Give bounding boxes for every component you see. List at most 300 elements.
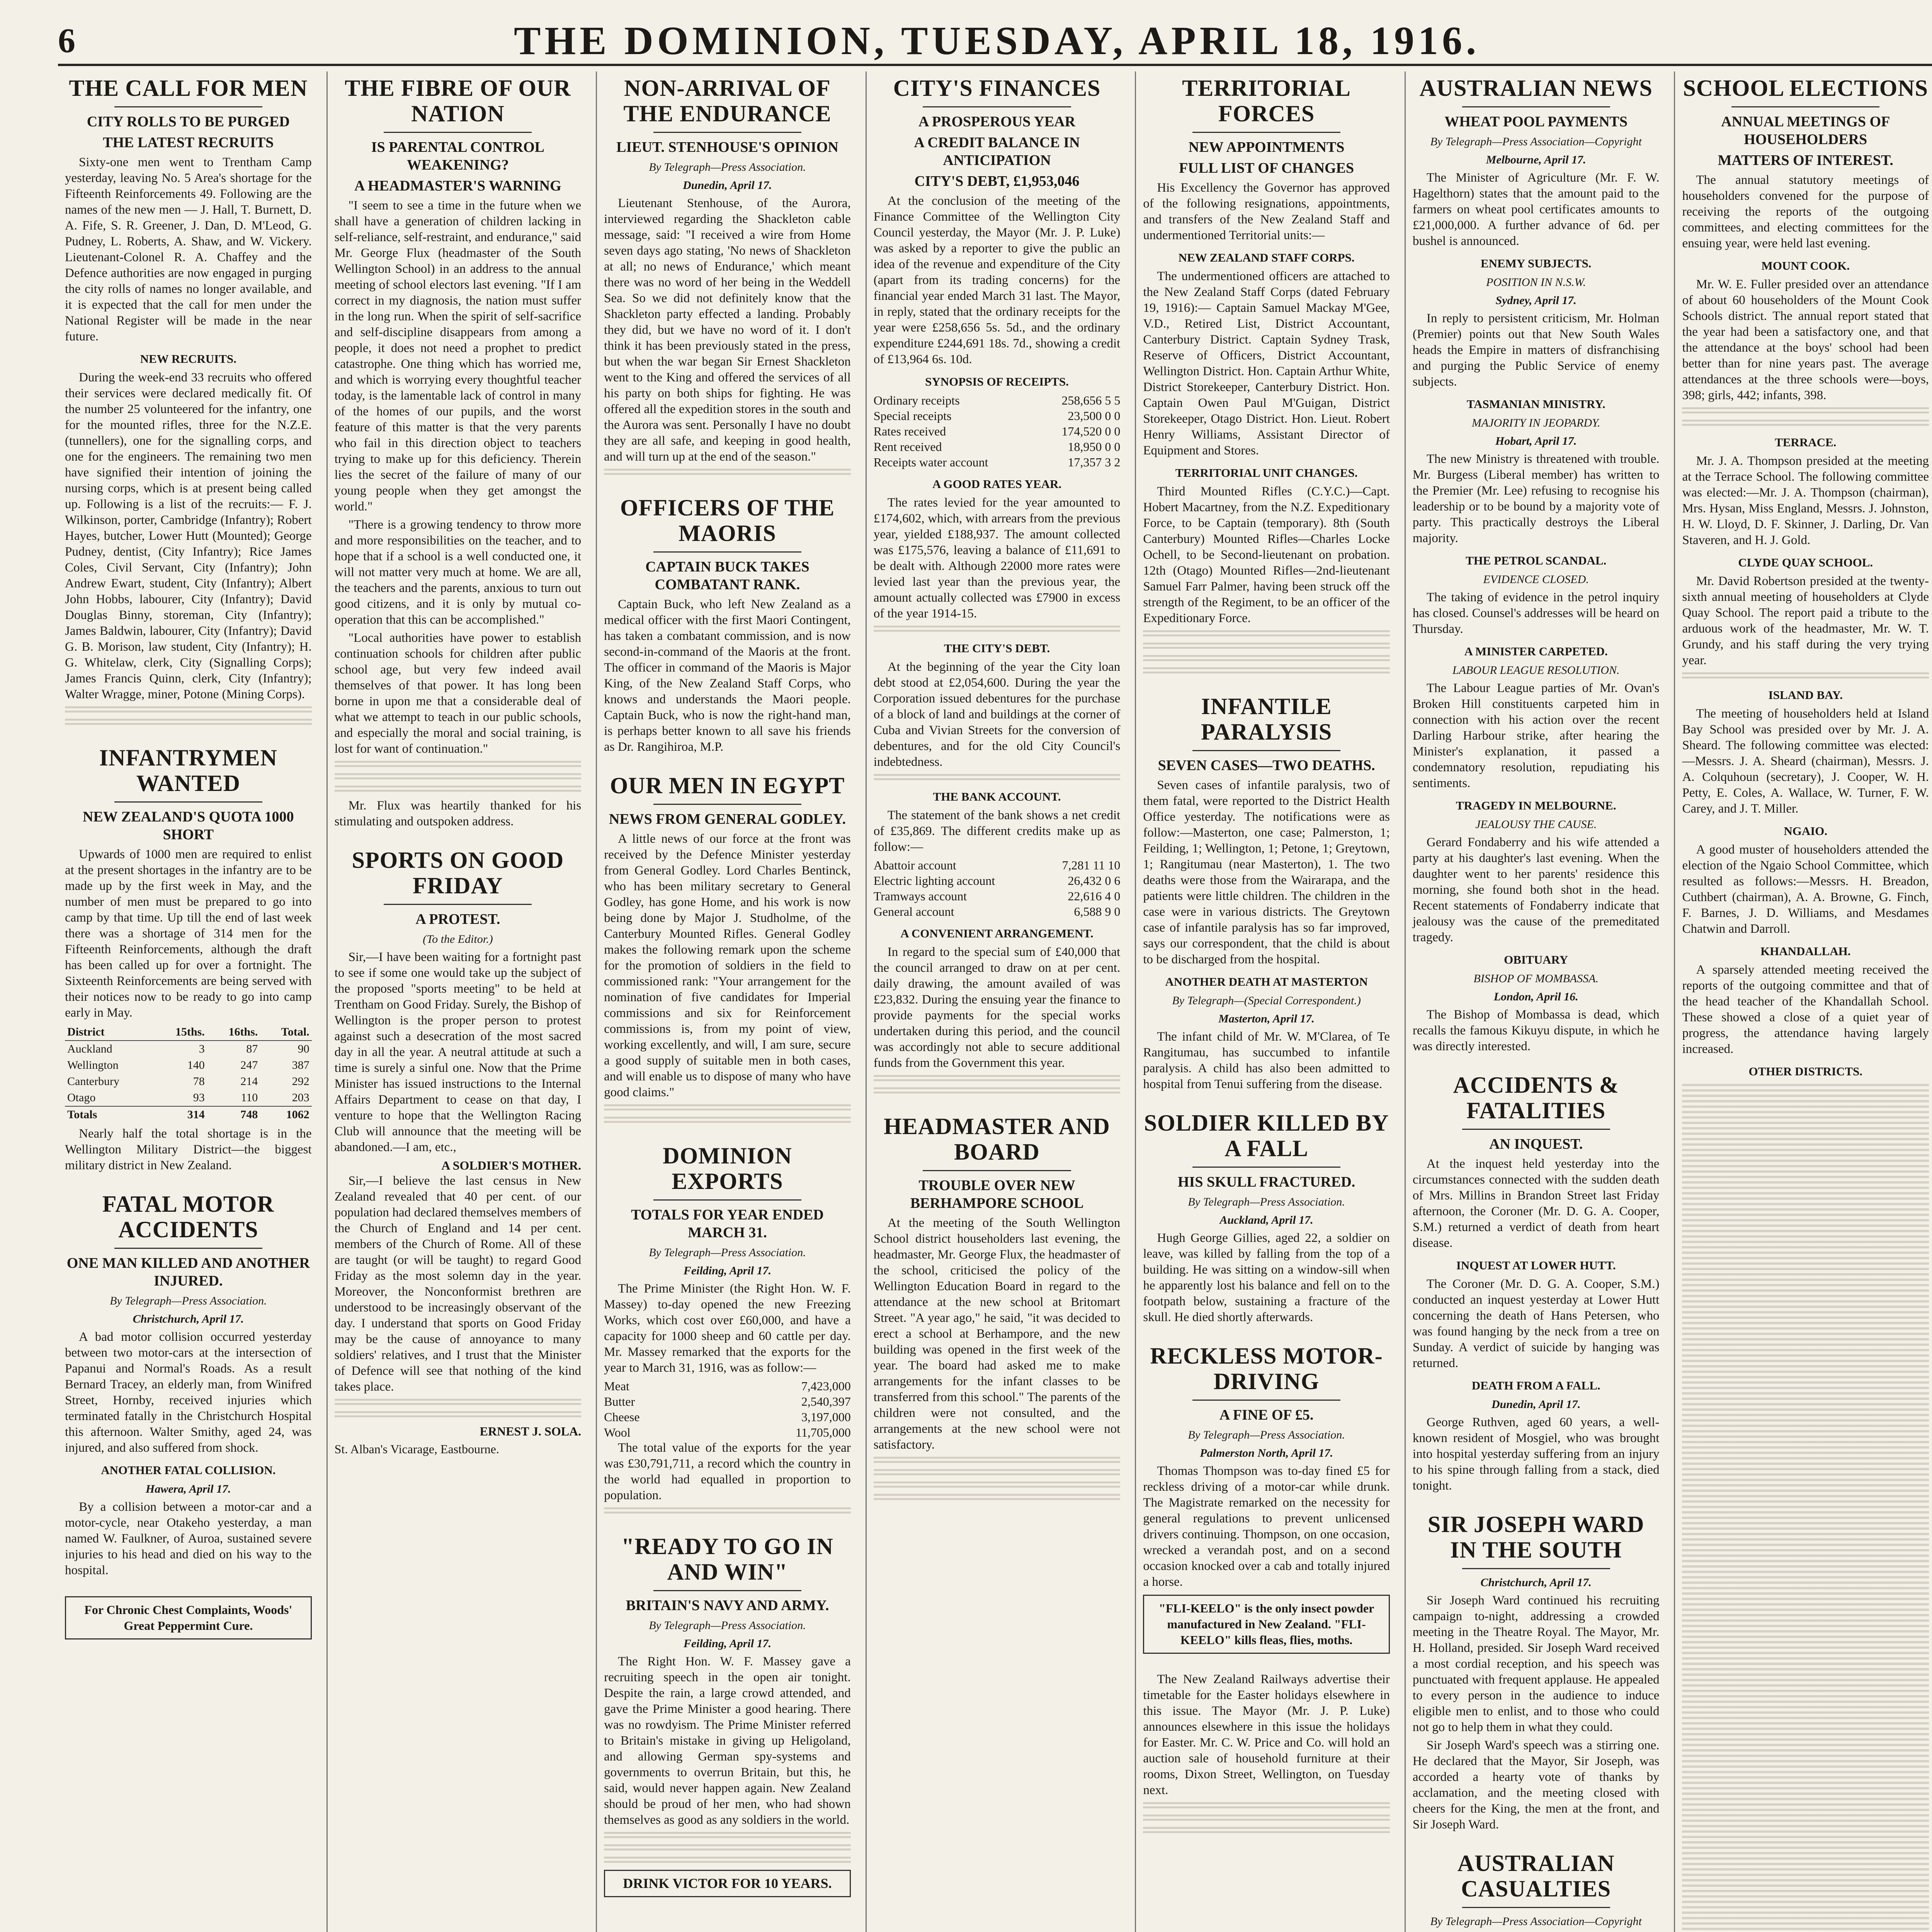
byline: By Telegraph—Press Association—Copyright	[1430, 1915, 1642, 1928]
receipt-item	[874, 454, 1121, 470]
paragraph: A little news of our force at the front was received by the Defence Minister yesterday from General Godley. Lord Charles Bentinck, who has been military secretary to General Godley, has gone Home, and his work is now being done by Major J. Studholme, of the Canterbury Mounted Rifles. General Godley makes the following remark upon the scheme for the promotion of soldiers in the field to commissioned rank: "Your arrangement for the nomination of five candidates for Imperial commissions and six for Reinforcement commissions is, from my point of view, working excellently, and will, I am sure, secure a good supply of suitable men in both cases, and will enable us to dispose of many who have good claims."	[604, 832, 851, 1099]
text-filler	[65, 706, 312, 715]
sub-caption: JEALOUSY THE CAUSE.	[1475, 818, 1597, 831]
receipt-item	[874, 408, 1121, 423]
dateline: Sydney, April 17.	[1495, 294, 1577, 307]
table-row	[65, 1041, 312, 1057]
text-filler	[874, 774, 1121, 782]
headline: AUSTRALIAN CASUALTIES	[1457, 1850, 1615, 1901]
byline: By Telegraph—Press Association.	[110, 1294, 267, 1307]
table-cell: 292	[292, 1075, 310, 1088]
subheading: BRITAIN'S NAVY AND ARMY.	[626, 1597, 829, 1614]
paragraph: Mr. W. E. Fuller presided over an attendance of about 60 householders of the Mount Cook Schools district. The annual report stated that the year had been a satisfactory one, and that the attendance at the boys' school had been better than for nine years past. The average attendances at the three schools were—boys, 398; girls, 442; infants, 398.	[1682, 277, 1929, 402]
editor-salutation: (To the Editor.)	[423, 933, 493, 946]
page-number: 6	[58, 21, 75, 60]
receipt-name: Special receipts	[873, 409, 952, 423]
paragraph: The annual statutory meetings of householders convened for the purpose of receiving the reports of the outgoing committees, and electing committees for the ensuing year, were held last evening.	[1682, 173, 1929, 250]
paragraph: The Bishop of Mombassa is dead, which recalls the famous Kikuyu dispute, in which he was directly interested.	[1412, 1008, 1660, 1053]
bank-value: 6,588 9 0	[1074, 905, 1121, 918]
export-item	[604, 1378, 851, 1394]
dateline: Hawera, April 17.	[146, 1483, 231, 1495]
rule	[653, 804, 801, 805]
byline: By Telegraph—Press Association.	[649, 1619, 806, 1632]
text-filler	[604, 469, 851, 477]
text-filler	[65, 719, 312, 727]
paragraph: "There is a growing tendency to throw more and more responsibilities on the teacher, and to hope that if a school is a well conducted one, it will not matter very much at home. We are all, the teachers and the parents, anxious to turn out good citizens, and it is only by mutual co-operation that this can be accomplished."	[334, 518, 582, 627]
dateline: Dunedin, April 17.	[1491, 1398, 1581, 1411]
sub-caption: EVIDENCE CLOSED.	[1483, 573, 1589, 586]
paragraph: "Local authorities have power to establish continuation schools for children after public school age, but very few indeed avail themselves of that power. It has long been borne in upon me that a considerable deal of what we attempt to teach in our public schools, and especially the moral and social training, is lost for want of continuation."	[334, 631, 582, 756]
subheading: MATTERS OF INTEREST.	[1718, 152, 1893, 168]
dateline: Masterton, April 17.	[1218, 1012, 1315, 1025]
minor-heading: TRAGEDY IN MELBOURNE.	[1456, 799, 1616, 812]
paragraph: The Prime Minister (the Right Hon. W. F. Massey) to-day opened the new Freezing Works, which cost over £60,000, and have a capacity for 1000 sheep and 60 cattle per day. Mr. Massey remarked that the exports for the year to March 31, 1916, was as follow:—	[604, 1282, 851, 1375]
minor-heading: ENEMY SUBJECTS.	[1480, 257, 1592, 270]
rule	[1462, 106, 1610, 107]
subheading: AN INQUEST.	[1489, 1136, 1583, 1152]
table-cell: 90	[298, 1043, 310, 1055]
column-2	[327, 71, 588, 1932]
story-men-in-egypt	[604, 773, 851, 1125]
rule	[1192, 132, 1340, 133]
dateline: Feilding, April 17.	[683, 1637, 772, 1650]
minor-heading: ANOTHER DEATH AT MASTERTON	[1165, 975, 1368, 988]
table-total-row	[65, 1106, 312, 1123]
text-filler	[874, 1075, 1121, 1083]
paragraph: In regard to the special sum of £40,000 that the council arranged to draw on at per cent. daily drawing, the amount availed of was £23,832. During the ensuing year the finance to provide payments for the special works undertaken during this period, and the council was accordingly not able to secure additional funds from the Government this year.	[873, 945, 1121, 1070]
paragraph: At the inquest held yesterday into the circumstances connected with the sudden death of Mrs. Millins in Brandon Street last Friday afternoon, the Coroner (Mr. D. G. A. Cooper, S.M.) returned a verdict of death from heart disease.	[1412, 1157, 1660, 1250]
table-cell: 387	[292, 1059, 310, 1071]
text-filler	[874, 1457, 1121, 1465]
paragraph: Gerard Fondaberry and his wife attended a party at his daughter's last evening. When the daughter went to her parents' residence this morning, she found both shot in the head. Recent statements of Fondaberry indicate that jealousy was the cause of the premeditated tragedy.	[1412, 835, 1660, 944]
paragraph: Thomas Thompson was to-day fined £5 for reckless driving of a motor-car while drunk. The Magistrate remarked on the necessity for general regulations to prevent unlicensed drivers continuing. Thompson, on one occasion, wrecked a verandah post, and on a second occasion knocked over a cab and totally injured a horse.	[1143, 1464, 1390, 1589]
text-filler	[1143, 1815, 1390, 1823]
minor-heading: KHANDALLAH.	[1760, 944, 1851, 958]
story-territorial-forces	[1143, 75, 1390, 676]
receipt-value: 18,950 0 0	[1068, 440, 1121, 454]
headline: SCHOOL ELECTIONS	[1683, 75, 1929, 101]
byline: By Telegraph—(Special Correspondent.)	[1172, 994, 1361, 1007]
export-item-name: Butter	[604, 1395, 635, 1408]
paragraph: The undermentioned officers are attached to the New Zealand Staff Corps (dated February 19, 1916):— Captain Samuel Mackay M'Gee, V.D., Retired List, District Accountant, Canterbury District. Captain Sydney Trask, Reserve of Officers, District Accountant, Wellington District. Hon. Captain Arthur White, District Storekeeper, Canterbury District. Hon. Captain Owen Paul M'Guigan, District Storekeeper, Otago District. Hon. Lieut. Robert Henry Williams, Assistant Director of Equipment and Stores.	[1143, 269, 1390, 457]
minor-heading: OTHER DISTRICTS.	[1748, 1065, 1863, 1078]
receipt-name: Receipts water account	[873, 455, 988, 469]
bank-item	[874, 904, 1121, 919]
receipt-value: 174,520 0 0	[1061, 424, 1121, 438]
table-cell: 93	[193, 1091, 205, 1104]
paragraph: By a collision between a motor-car and a motor-cycle, near Otakeho yesterday, a man named W. Faulkner, of Auroa, sustained severe injuries to his head and died on his way to the hospital.	[65, 1500, 312, 1577]
table-row	[65, 1073, 312, 1090]
text-filler	[1143, 643, 1390, 651]
minor-heading: CLYDE QUAY SCHOOL.	[1738, 556, 1873, 569]
paragraph: Nearly half the total shortage is in the Wellington Military District—the biggest military district in New Zealand.	[65, 1127, 312, 1172]
minor-heading: THE CITY'S DEBT.	[944, 641, 1050, 655]
rule	[923, 1170, 1071, 1171]
paragraph: Hugh George Gillies, aged 22, a soldier on leave, was killed by falling from the top of a building. He was sitting on a window-sill when he apparently lost his balance and fell on to the footpath below, sustaining a fracture of the skull. He died shortly afterwards.	[1143, 1231, 1390, 1324]
headline: TERRITORIAL FORCES	[1182, 75, 1351, 126]
table-header-cell: 16ths.	[207, 1024, 260, 1041]
bank-name: Electric lighting account	[873, 874, 995, 888]
subheading: A CREDIT BALANCE IN ANTICIPATION	[914, 134, 1080, 168]
headline: RECKLESS MOTOR-DRIVING	[1150, 1343, 1383, 1394]
minor-heading: ANOTHER FATAL COLLISION.	[101, 1463, 276, 1477]
text-filler	[335, 773, 582, 782]
paragraph: The Minister of Agriculture (Mr. F. W. Hagelthorn) states that the amount paid to the farmers on wheat pool certificates amounts to £21,000,000. A further advance of 6d. per bushel is announced.	[1412, 171, 1660, 248]
export-item-value: 7,423,000	[801, 1379, 851, 1393]
minor-heading: DEATH FROM A FALL.	[1471, 1379, 1600, 1392]
paragraph: The Labour League parties of Mr. Ovan's Broken Hill constituents carpeted him in connection with his action over the recent Darling Harbour strike, after hearing the Minister's explanation, it passed a condemnatory resolution, repudiating his sentiments.	[1412, 681, 1660, 790]
rule	[384, 132, 532, 133]
sub-caption: LABOUR LEAGUE RESOLUTION.	[1452, 664, 1620, 677]
story-sir-joseph-ward	[1413, 1512, 1660, 1833]
story-reckless-driving	[1143, 1343, 1390, 1654]
story-sports-good-friday	[335, 847, 582, 1457]
rule	[1192, 750, 1340, 751]
paragraph: At the meeting of the South Wellington School district householders last evening, the headmaster, Mr. George Flux, the headmaster of the school, criticised the policy of the Wellington Education Board in regard to the attendance at the new school at Britomart Street. "A year ago," he said, "it was decided to erect a school at Berhampore, and the new building was opened in the first week of the year. The board had asked me to make arrangements for the infant classes to be transferred from this school." The parents of the children were not consulted, and the arrangements at the new school were not satisfactory.	[873, 1216, 1121, 1452]
paragraph: The total value of the exports for the year was £30,791,711, a record which the country in the world had equalled in proportion to population.	[604, 1441, 851, 1502]
rule	[114, 1248, 262, 1249]
story-ready-to-win	[604, 1534, 851, 1897]
story-city-finances	[874, 75, 1121, 1096]
export-item	[604, 1394, 851, 1409]
story-australian-casualties	[1413, 1850, 1660, 1932]
subheading: CAPTAIN BUCK TAKES COMBATANT RANK.	[645, 559, 810, 593]
advert-text: DRINK VICTOR FOR 10 YEARS.	[623, 1876, 832, 1891]
minor-heading: A MINISTER CARPETED.	[1464, 645, 1608, 658]
table-header-cell: District	[65, 1024, 154, 1041]
paragraph: Sixty-one men went to Trentham Camp yesterday, leaving No. 5 Area's shortage for the Fifteenth Reinforcements 49. Following are the names of the new men — J. Hall, T. Burnett, D. A. Fife, S. R. Greener, J. Dan, D. M'Leod, G. Pudney, L. Roberts, A. Shaw, and W. Vickery. Lieutenant-Colonel R. A. Chaffey and the Defence authorities are now engaged in purging the city rolls of names no longer available, and it is expected that the call for men under the National Register will be made in the near future.	[65, 155, 312, 344]
sub-caption: MAJORITY IN JEOPARDY.	[1471, 417, 1600, 429]
table-cell: 314	[154, 1106, 207, 1123]
minor-heading: ISLAND BAY.	[1768, 688, 1843, 702]
minor-heading: TERRACE.	[1775, 435, 1837, 449]
paragraph: At the conclusion of the meeting of the Finance Committee of the Wellington City Council yesterday, the Mayor (Mr. J. P. Luke) was asked by a reporter to give the public an idea of the revenue and expenditure of the City (apart from its trading concerns) for the financial year ended March 31 last. The Mayor, in reply, stated that the ordinary receipts for the year were £258,656 5s. 5d., and the ordinary expenditure £244,691 18s. 7d., showing a credit of £13,964 6s. 10d.	[873, 194, 1121, 366]
table-cell: 1062	[260, 1106, 311, 1123]
subheading: TOTALS FOR YEAR ENDED MARCH 31.	[631, 1207, 824, 1241]
text-filler	[1143, 630, 1390, 639]
text-filler	[874, 1494, 1121, 1502]
dateline: Dunedin, April 17.	[683, 179, 772, 192]
receipt-item	[874, 439, 1121, 454]
paragraph: Lieutenant Stenhouse, of the Aurora, interviewed regarding the Shackleton cable message, said: "I received a wire from Home seven days ago stating, 'No news of Shackleton at all; no news of Endurance,' which meant there was no word of her being in the Weddell Sea. So we did not definitely know that the Shackleton party effected a landing. Probably they did, but we have no word of it. I don't think it has been previously stated in the press, but when the war began Sir Ernest Shackleton went to the King and offered the services of all his party on both ships for fighting. He was offered all the expedition stores in the south and the Aurora was sent. Personally I have no doubt they are all safe, and keeping in good health, and will turn up at the end of the season."	[604, 196, 851, 464]
bank-item	[874, 873, 1121, 888]
text-filler	[335, 1399, 582, 1407]
story-school-elections	[1682, 75, 1929, 1932]
headline: "READY TO GO IN AND WIN"	[621, 1534, 833, 1585]
text-filler	[874, 1481, 1121, 1490]
paragraph: The infant child of Mr. W. M'Clarea, of Te Rangitumau, has succumbed to infantile paralysis. A child has also been admitted to hospital from Tenui suffering from the disease.	[1143, 1030, 1390, 1091]
byline: By Telegraph—Press Association.	[649, 1246, 806, 1259]
rule	[114, 801, 262, 803]
paragraph: Mr. J. A. Thompson presided at the meeting at the Terrace School. The following committee was elected:—Mr. J. A. Thompson (chairman), Mrs. Hysan, Miss England, Messrs. J. Johnston, H. W. Lloyd, D. F. Skinner, J. Darling, Dr. Van Staveren, and H. J. Gold.	[1682, 454, 1929, 547]
paragraph: The statement of the bank shows a net credit of £35,869. The different credits make up as follow:—	[873, 808, 1121, 854]
minor-heading: SYNOPSIS OF RECEIPTS.	[925, 375, 1069, 388]
shortage-table	[65, 1024, 312, 1123]
receipt-name: Rent received	[873, 440, 942, 454]
column-1	[58, 71, 319, 1932]
sub-caption: POSITION IN N.S.W.	[1486, 276, 1586, 289]
byline: By Telegraph—Press Association.	[1188, 1429, 1345, 1441]
story-australian-news	[1413, 75, 1660, 1054]
story-notices	[1143, 1672, 1390, 1835]
text-filler	[874, 626, 1121, 634]
rule	[1731, 106, 1879, 107]
bank-name: Abattoir account	[873, 858, 956, 872]
export-item	[604, 1425, 851, 1440]
receipt-value: 23,500 0 0	[1068, 409, 1121, 423]
subheading: ONE MAN KILLED AND ANOTHER INJURED.	[66, 1255, 310, 1289]
headline: AUSTRALIAN NEWS	[1419, 75, 1653, 101]
bank-value: 22,616 4 0	[1068, 889, 1121, 903]
dateline: Christchurch, April 17.	[133, 1313, 244, 1325]
advert-drink-victor	[604, 1870, 851, 1897]
paragraph: The new Ministry is threatened with trouble. Mr. Burgess (Liberal member) has written to the Premier (Mr. Lee) refusing to recognise his leadership or to be bound by a majority vote of party. This practically destroys the Liberal majority.	[1412, 452, 1660, 545]
rule	[653, 1590, 801, 1591]
subheading: A PROTEST.	[415, 911, 500, 927]
receipt-name: Ordinary receipts	[873, 393, 960, 407]
subheading: THE LATEST RECRUITS	[103, 134, 274, 151]
minor-heading: NEW ZEALAND STAFF CORPS.	[1178, 251, 1355, 264]
text-filler	[1682, 672, 1929, 681]
paragraph: Upwards of 1000 men are required to enlist at the present shortages in the infantry are to be made up by the first week in May, and the number of men must be prepared to go into camp by that time. Up till the end of last week there was a shortage of 314 men for the Fifteenth Reinforcements, although the draft has been called up for over a fortnight. The Sixteenth Reinforcements are being served with their notices now to be ready to go into camp early in May.	[65, 847, 312, 1020]
paragraph: The New Zealand Railways advertise their timetable for the Easter holidays elsewhere in this issue. The Mayor (Mr. J. P. Luke) announces elsewhere in this issue the holidays for Easter. Mr. C. W. Price and Co. will hold an auction sale of household furniture at their rooms, Dixon Street, Wellington, on Tuesday next.	[1143, 1672, 1390, 1797]
columns	[58, 71, 1932, 1932]
paragraph: Third Mounted Rifles (C.Y.C.)—Capt. Hobert Macartney, from the N.Z. Expeditionary Force, to be Captain (temporary). 8th (South Canterbury) Mounted Rifles—Charles Locke Ochell, to be Second-lieutenant on probation. 12th (Otago) Mounted Rifles—2nd-lieutenant Samuel Farr Palmer, having been struck off the strength of the Regiment, to be an officer of the Expeditionary Force.	[1143, 485, 1390, 625]
paragraph: A sparsely attended meeting received the reports of the outgoing committee and that of the head teacher of the Khandallah School. These showed a close of a quiet year of progress, the attendance having largely increased.	[1682, 963, 1929, 1056]
bank-name: General account	[873, 905, 954, 918]
table-cell: 748	[207, 1106, 260, 1123]
story-infantrymen-wanted	[65, 745, 312, 1173]
table-header-cell: 15ths.	[154, 1024, 207, 1041]
minor-heading: THE PETROL SCANDAL.	[1466, 554, 1607, 567]
text-filler	[874, 1087, 1121, 1096]
rule	[653, 1199, 801, 1201]
headline: ACCIDENTS & FATALITIES	[1453, 1072, 1619, 1123]
paragraph: His Excellency the Governor has approved of the following resignations, appointments, and transfers of the New Zealand Staff and undermentioned Territorial units:—	[1143, 181, 1390, 242]
minor-heading: NGAIO.	[1784, 824, 1828, 838]
text-filler	[874, 1469, 1121, 1478]
story-headmaster-board	[874, 1114, 1121, 1502]
paragraph: "I seem to see a time in the future when we shall have a generation of children lacking in self-reliance, self-restraint, and endurance," said Mr. George Flux (headmaster of the South Wellington School) in an address to the annual meeting of school electors last evening. "If I am correct in my diagnosis, the nation must suffer in the long run. When the spirit of self-sacrifice and self-discipline disappears from among a people, it does not need a prophet to predict catastrophe. One thing which has worried me, and which is worrying every thoughtful teacher today, is the lamentable lack of control in many of the homes of our pupils, and the worst feature of this matter is that the very parents who fail in this direction object to teachers trying to make up for this deficiency. Therein lies the secret of the failure of many of our young people when they get amongst the world."	[334, 199, 582, 514]
paragraph: During the week-end 33 recruits who offered their services were declared medically fit. Of the number 25 volunteered for the infantry, one for the mounted rifles, three for the N.Z.E. (tunnellers), one for the signalling corps, and one for the engineers. The remaining two men have signified their intention of joining the nursing corps, which is at present being called up. Following is a list of the recruits:— F. J. Wilkinson, porter, Cambridge (Infantry); Robert Hayes, butcher, Lower Hutt (Mounted); George Pudney, dentist, (City Infantry); Rice James Coles, Civil Servant, City (Infantry); John Andrew Ewart, student, City (Infantry); Albert John Hobbs, labourer, City (Infantry); David Douglas Binny, storeman, City (Infantry); James Baldwin, labourer, City (Infantry); David G. B. Morison, law student, City (Infantry); H. G. Whitelaw, clerk, City (Signalling Corps); James Francis Quinn, clerk, City (Infantry); Walter Wragge, miner, Potone (Mining Corps).	[65, 371, 312, 701]
dateline: London, April 16.	[1493, 990, 1578, 1003]
bank-item	[874, 888, 1121, 904]
table-cell: 140	[187, 1059, 205, 1071]
headline: INFANTILE PARALYSIS	[1201, 694, 1332, 745]
text-filler	[1682, 420, 1929, 428]
headline: NON-ARRIVAL OF THE ENDURANCE	[623, 75, 832, 126]
headline: HEADMASTER AND BOARD	[884, 1114, 1110, 1165]
text-filler	[604, 1104, 851, 1113]
story-soldier-killed	[1143, 1110, 1390, 1325]
subheading: LIEUT. STENHOUSE'S OPINION	[616, 139, 838, 155]
column-7	[1674, 71, 1932, 1932]
rule	[1462, 1568, 1610, 1569]
minor-heading: OBITUARY	[1504, 953, 1568, 966]
receipt-name: Rates received	[873, 424, 946, 438]
signature: ERNEST J. SOLA.	[480, 1424, 582, 1438]
paragraph: A good muster of householders attended the election of the Ngaio School Committee, which resulted as follows:—Messrs. H. Breadon, Cuthbert (chairman), A. A. Browne, G. Finch, F. Barnes, J. D. Williams, and Mesdames Chatwin and Darroll.	[1682, 843, 1929, 936]
subheading: FULL LIST OF CHANGES	[1179, 160, 1354, 176]
paragraph: At the beginning of the year the City loan debt stood at £2,054,600. During the year the Corporation issued debentures for the purchase of a block of land and buildings at the corner of Cuba and Vivian Streets for the conversion of debentures, and for the old City Council's indebtedness.	[873, 660, 1121, 769]
masthead	[58, 17, 1932, 66]
text-filler	[604, 1832, 851, 1840]
advert-text: "FLI-KEELO" is the only insect powder manufactured in New Zealand. "FLI-KEELO" kills fleas, flies, moths.	[1158, 1601, 1374, 1647]
story-fibre-of-nation	[335, 75, 582, 830]
table-cell: 214	[240, 1075, 258, 1088]
paragraph: The Coroner (Mr. D. G. A. Cooper, S.M.) conducted an inquest yesterday at Lower Hutt concerning the death of Hans Petersen, who was found hanging by the neck from a tree on Sunday. A verdict of suicide by hanging was returned.	[1412, 1277, 1660, 1370]
table-header-cell: Total.	[260, 1024, 311, 1041]
minor-heading: INQUEST AT LOWER HUTT.	[1456, 1259, 1616, 1272]
subheading: TROUBLE OVER NEW BERHAMPORE SCHOOL	[910, 1177, 1084, 1211]
table-cell: 247	[240, 1059, 258, 1071]
story-fatal-motor-accidents	[65, 1191, 312, 1578]
text-filler	[1143, 1802, 1390, 1811]
sub-caption: BISHOP OF MOMBASSA.	[1473, 972, 1599, 985]
receipt-item	[874, 393, 1121, 408]
export-item-name: Wool	[604, 1425, 631, 1439]
remaining-school-reports	[1682, 1084, 1929, 1932]
paragraph: The Right Hon. W. F. Massey gave a recruiting speech in the open air tonight. Despite the rain, a large crowd attended, and gave the Prime Minister a good hearing. There was no rowdyism. The Prime Minister referred to Britain's mistake in giving up Heligoland, and allowing German spy-systems and governments to overrun Britain, but this, he said, would never happen again. New Zealand should be proud of her men, who had shown themselves as good as any soldiers in the world.	[604, 1655, 851, 1827]
text-filler	[604, 1507, 851, 1516]
subheading: A PROSPEROUS YEAR	[918, 114, 1076, 130]
rule	[653, 551, 801, 553]
headline: SOLDIER KILLED BY A FALL	[1144, 1110, 1389, 1161]
subheading: WHEAT POOL PAYMENTS	[1444, 114, 1628, 130]
paragraph: A bad motor collision occurred yesterday between two motor-cars at the intersection of Papanui and Normal's Roads. As a result Bernard Tracey, an elderly man, from Winifred Street, Hornby, received injuries which terminated fatally in the Christchurch Hospital this afternoon. Walter Smithy, aged 24, was injured, and also suffered from shock.	[65, 1330, 312, 1455]
subheading: ANNUAL MEETINGS OF HOUSEHOLDERS	[1721, 114, 1890, 148]
minor-heading: MOUNT COOK.	[1761, 259, 1850, 272]
export-item-value: 3,197,000	[801, 1410, 851, 1424]
headline: INFANTRYMEN WANTED	[99, 745, 277, 796]
headline: OUR MEN IN EGYPT	[610, 773, 845, 798]
paragraph: Sir,—I have been waiting for a fortnight past to see if some one would take up the subject of the proposed "sports meeting" to be held at Trentham on Good Friday. Surely, the Bishop of Wellington is the proper person to protest against such a desecration of the most sacred day in all the year. A neutral attitude at such a time is surely a sinful one. Now that the Prime Minister has issued instructions to the Internal Affairs Department to cease on that day, I venture to hope that the Wellington Racing Club will announce that the meeting will be abandoned.—I am, etc.,	[334, 950, 582, 1154]
paragraph: The taking of evidence in the petrol inquiry has closed. Counsel's addresses will be heard on Thursday.	[1412, 590, 1660, 636]
table-header-row	[65, 1024, 312, 1041]
advert-text: For Chronic Chest Complaints, Woods' Great Peppermint Cure.	[84, 1603, 293, 1633]
paragraph: Mr. David Robertson presided at the twenty-sixth annual meeting of householders at Clyde Quay School. The report paid a tribute to the arduous work of the headmaster, Mr. W. T. Grundy, and his staff during the very trying year.	[1682, 574, 1929, 667]
dateline: Melbourne, April 17.	[1486, 153, 1586, 166]
table-cell: Totals	[65, 1106, 154, 1123]
text-filler	[604, 1117, 851, 1125]
headline: SIR JOSEPH WARD IN THE SOUTH	[1427, 1512, 1645, 1563]
paragraph: In reply to persistent criticism, Mr. Holman (Premier) points out that New South Wales heads the Empire in matters of disfranchising and purging the Public Service of enemy subjects.	[1412, 311, 1660, 389]
export-item-name: Cheese	[604, 1410, 640, 1424]
export-item-value: 2,540,397	[801, 1395, 851, 1408]
bank-item	[874, 857, 1121, 873]
minor-heading: TASMANIAN MINISTRY.	[1466, 397, 1605, 411]
minor-heading: NEW RECRUITS.	[140, 352, 236, 366]
rule	[1462, 1907, 1610, 1908]
minor-heading: A CONVENIENT ARRANGEMENT.	[900, 927, 1094, 940]
table-row	[65, 1090, 312, 1106]
story-call-for-men	[65, 75, 312, 727]
paragraph: Captain Buck, who left New Zealand as a medical officer with the first Maori Contingent, has taken a combatant commission, and is now second-in-command of the Maoris at the front. The officer in command of the Maoris is Major King, of the New Zealand Staff Corps, who knows and understands the Maori people. Captain Buck, who is now the right-hand man, is perhaps better known to all save his friends as Dr. Rangihiroa, M.P.	[604, 597, 851, 754]
receipt-value: 17,357 3 2	[1068, 455, 1121, 469]
text-filler	[335, 761, 582, 769]
text-filler	[604, 1857, 851, 1865]
subheading: IS PARENTAL CONTROL WEAKENING?	[371, 139, 545, 173]
column-4	[866, 71, 1128, 1932]
receipt-item	[874, 423, 1121, 439]
paragraph: George Ruthven, aged 60 years, a well-known resident of Mosgiel, who was brought into hospital yesterday suffering from an injury to his spine through falling from a stack, died tonight.	[1412, 1415, 1660, 1493]
text-filler	[1143, 1827, 1390, 1835]
paragraph: Seven cases of infantile paralysis, two of them fatal, were reported to the District Health Office yesterday. The notifications were as follow:—Masterton, one case; Palmerston, 1; Feilding, 1; Wellington, 1; Petone, 1; Greytown, 1; Rangitumau (near Masterton), 1. The two deaths were those from the Wairarapa, and the patients were little children. The children in the case were in various districts. The Greytown case of infantile paralysis has so far improved, says our correspondent, that the child is about to be discharged from the hospital.	[1143, 778, 1390, 966]
story-infantile-paralysis	[1143, 694, 1390, 1092]
headline: CITY'S FINANCES	[893, 75, 1101, 101]
masthead-title: THE DOMINION, TUESDAY, APRIL 18, 1916.	[514, 18, 1480, 63]
minor-heading: A GOOD RATES YEAR.	[932, 477, 1062, 491]
text-filler	[1682, 407, 1929, 416]
table-cell: 3	[199, 1043, 205, 1055]
table-cell: Canterbury	[67, 1075, 119, 1088]
paragraph: Sir Joseph Ward's speech was a stirring one. He declared that the Mayor, Sir Joseph, was accorded a hearty vote of thanks by acclamation, and the meeting closed with cheers for the King, the men at the front, and Sir Joseph Ward.	[1412, 1738, 1660, 1832]
paragraph: The meeting of householders held at Island Bay School was presided over by Mr. J. A. Sheard. The following committee was elected:—Messrs. J. A. Sheard (chairman), Messrs. J. A. Colquhoun (secretary), J. Cooper, W. H. Petty, E. Coles, A. Wallace, W. Turner, F. W. Carey, and J. T. Miller.	[1682, 707, 1929, 816]
column-6	[1405, 71, 1667, 1932]
rule	[653, 132, 801, 133]
table-cell: 87	[246, 1043, 258, 1055]
byline: By Telegraph—Press Association—Copyright	[1430, 135, 1642, 148]
subheading: CITY ROLLS TO BE PURGED	[87, 114, 290, 130]
headline: SPORTS ON GOOD FRIDAY	[352, 847, 564, 898]
headline: THE CALL FOR MEN	[69, 75, 308, 101]
story-dominion-exports	[604, 1143, 851, 1516]
text-filler	[1143, 655, 1390, 663]
paragraph: Sir,—I believe the last census in New Zealand revealed that 40 per cent. of our population had declared themselves members of the Church of England and 14 per cent. members of the Church of Rome. All of these are taught (or will be taught) to regard Good Friday as the most solemn day in the year. Moreover, the Nonconformist brethren are understood to be increasingly observant of the day. I understand that sports on Good Friday may be the cause of annoyance to many soldiers' relatives, and I trust that the Minister of Defence will see that nothing of the kind takes place.	[334, 1174, 582, 1394]
story-endurance	[604, 75, 851, 477]
column-5	[1135, 71, 1397, 1932]
paragraph: The rates levied for the year amounted to £174,602, which, with arrears from the previous year, yielded £188,937. The amount collected was £175,576, leaving a balance of £11,691 to be dealt with. Although 22000 more rates were levied last year than the previous year, the amount actually collected was £7900 in excess of the year 1914-15.	[873, 496, 1121, 621]
dateline: Feilding, April 17.	[683, 1264, 772, 1277]
table-cell: 203	[292, 1091, 310, 1104]
dateline: Christchurch, April 17.	[1480, 1576, 1592, 1589]
headline: FATAL MOTOR ACCIDENTS	[102, 1191, 274, 1242]
receipt-value: 258,656 5 5	[1061, 393, 1121, 407]
dateline: Auckland, April 17.	[1219, 1214, 1313, 1226]
subheading: NEW APPOINTMENTS	[1188, 139, 1345, 155]
export-item-value: 11,705,000	[795, 1425, 851, 1439]
bank-name: Tramways account	[873, 889, 967, 903]
table-cell: Auckland	[67, 1043, 112, 1055]
headline: DOMINION EXPORTS	[663, 1143, 792, 1194]
advert-peppermint-cure	[65, 1596, 312, 1639]
export-item	[604, 1409, 851, 1425]
table-cell: 78	[193, 1075, 205, 1088]
paragraph: Sir Joseph Ward continued his recruiting campaign to-night, addressing a crowded meeting in the Theatre Royal. The Mayor, Mr. H. Holland, presided. Sir Joseph Ward received a most cordial reception, and his speech was punctuated with frequent applause. He appealed to every person in the audience to induce eligible men to enlist, and to those who could not go to help them in what they could.	[1412, 1594, 1660, 1734]
bank-value: 26,432 0 6	[1068, 874, 1121, 888]
story-accidents-fatalities	[1413, 1072, 1660, 1494]
subheading: HIS SKULL FRACTURED.	[1177, 1174, 1355, 1190]
table-cell: Otago	[67, 1091, 96, 1104]
table-cell: Wellington	[67, 1059, 119, 1071]
story-maori-officers	[604, 495, 851, 755]
rule	[1462, 1129, 1610, 1130]
paragraph: Mr. Flux was heartily thanked for his stimulating and outspoken address.	[334, 799, 582, 828]
bank-value: 7,281 11 10	[1062, 858, 1121, 872]
text-filler	[335, 1411, 582, 1420]
advert-fli-keelo	[1143, 1595, 1390, 1654]
rule	[923, 106, 1071, 107]
rule	[114, 106, 262, 107]
table-cell: 110	[241, 1091, 258, 1104]
dateline: Hobart, April 17.	[1495, 435, 1577, 447]
minor-heading: TERRITORIAL UNIT CHANGES.	[1175, 466, 1358, 480]
headline: OFFICERS OF THE MAORIS	[620, 495, 835, 546]
subheading: A FINE OF £5.	[1219, 1407, 1314, 1423]
byline: By Telegraph—Press Association.	[649, 161, 806, 173]
rule	[384, 904, 532, 905]
byline: By Telegraph—Press Association.	[1188, 1196, 1345, 1208]
